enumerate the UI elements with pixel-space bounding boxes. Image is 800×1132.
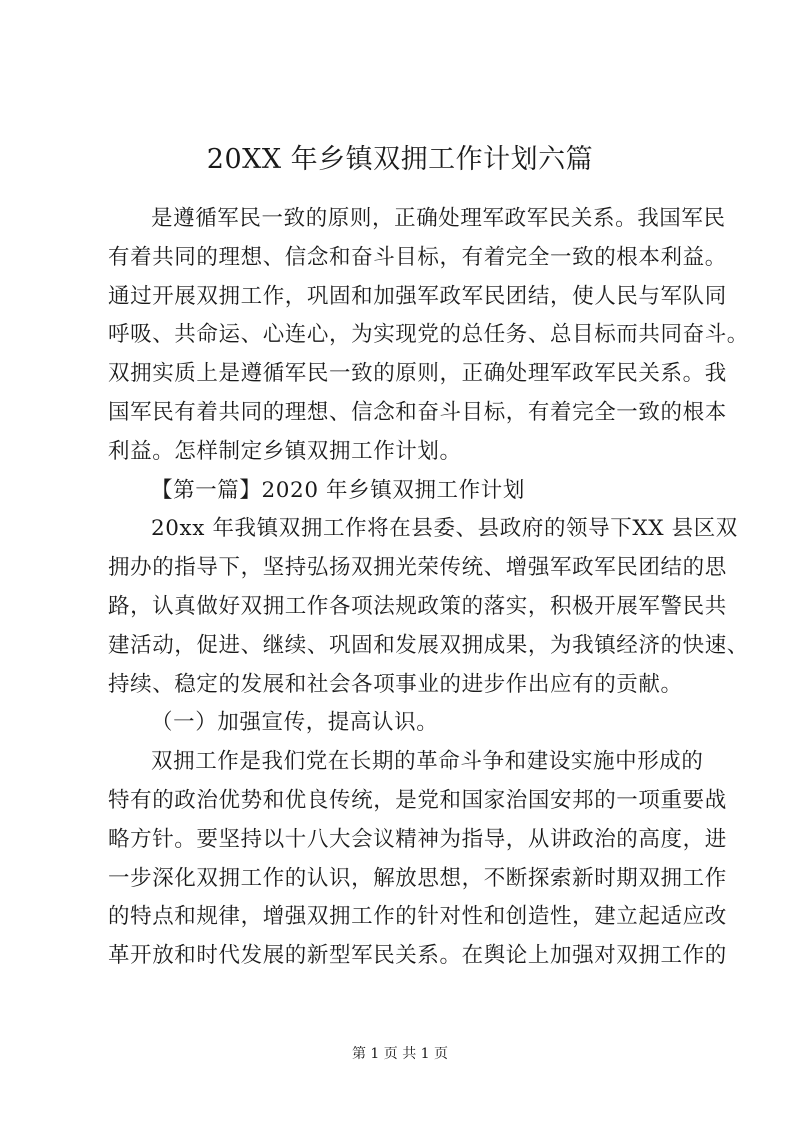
body-line: 特有的政治优势和优良传统，是党和国家治国安邦的一项重要战 xyxy=(108,787,727,813)
section-heading: 【第一篇】2020 年乡镇双拥工作计划 xyxy=(151,477,525,503)
page-footer: 第 1 页 共 1 页 xyxy=(351,1046,449,1062)
body-line: 建活动，促进、继续、巩固和发展双拥成果，为我镇经济的快速、 xyxy=(108,632,749,658)
body-line: 20xx 年我镇双拥工作将在县委、县政府的领导下XX 县区双 xyxy=(151,516,738,542)
body-line: 革开放和时代发展的新型军民关系。在舆论上加强对双拥工作的 xyxy=(108,943,727,969)
body-line: 呼吸、共命运、心连心，为实现党的总任务、总目标而共同奋斗。 xyxy=(108,322,749,348)
body-line: 拥办的指导下，坚持弘扬双拥光荣传统、增强军政军民团结的思 xyxy=(108,555,727,581)
body-line: 路，认真做好双拥工作各项法规政策的落实，积极开展军警民共 xyxy=(108,593,727,619)
body-line: 利益。怎样制定乡镇双拥工作计划。 xyxy=(108,438,462,464)
body-line: 是遵循军民一致的原则，正确处理军政军民关系。我国军民 xyxy=(151,206,726,231)
body-line: 持续、稳定的发展和社会各项事业的进步作出应有的贡献。 xyxy=(108,671,683,697)
body-line: 略方针。要坚持以十八大会议精神为指导，从讲政治的高度，进 xyxy=(108,826,727,852)
body-line: 有着共同的理想、信念和奋斗目标，有着完全一致的根本利益。 xyxy=(108,244,727,270)
body-line: 双拥工作是我们党在长期的革命斗争和建设实施中形成的 xyxy=(151,749,704,775)
document-title: 20XX 年乡镇双拥工作计划六篇 xyxy=(206,144,594,175)
body-line: 国军民有着共同的理想、信念和奋斗目标，有着完全一致的根本 xyxy=(108,399,727,425)
subsection-heading: （一）加强宣传，提高认识。 xyxy=(151,710,439,736)
body-line: 的特点和规律，增强双拥工作的针对性和创造性，建立起适应改 xyxy=(108,904,727,930)
document-body xyxy=(108,200,749,976)
body-line: 通过开展双拥工作，巩固和加强军政军民团结，使人民与军队同 xyxy=(108,283,727,309)
body-line: 一步深化双拥工作的认识，解放思想，不断探索新时期双拥工作 xyxy=(108,865,727,891)
body-line: 双拥实质上是遵循军民一致的原则，正确处理军政军民关系。我 xyxy=(108,361,727,387)
